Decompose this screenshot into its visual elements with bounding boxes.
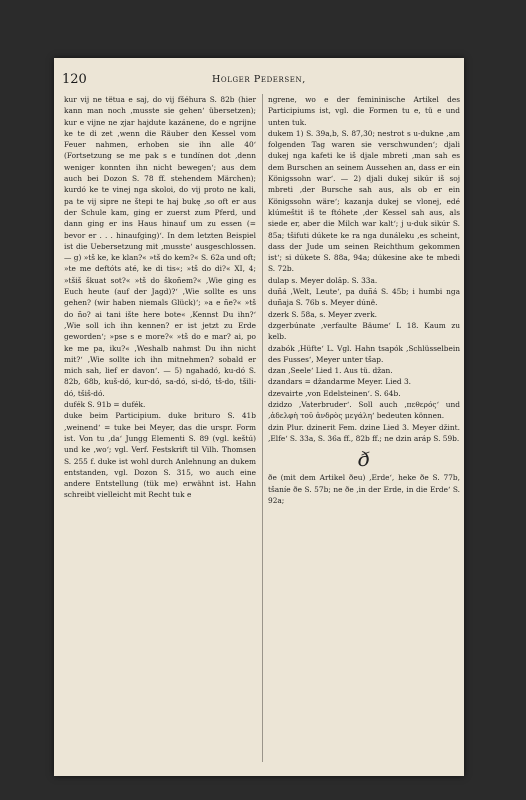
left-column [64,94,256,501]
paragraph: kur vij ne tëtua e saj, do vij fšéhura S. 82b (hier kann man noch ‚musste sie gehen‘ übersetzen); kur e vijne ne zjar hajdute kazánene, do e ngrijne ke te di zet ‚wenn die Räuber den Kessel vom Feuer nahmen, erhoben sie ihn alle 40‘ (Fortsetzung se me pak s e tundínen dot ‚denn weniger konnten ihn nicht bewegen‘; aus dem auch bei Dozon S. 78 ff. stehendem Märchen); kurdó ke te vinej nga skoloi, do vij proto ne kali, pa te vij sipre ne štepi te haj bukę ‚so oft er aus der Schule kam, ging er zuerst zum Pferd, und dann ging er ins Haus hinauf um zu essen (= bevor er . . . hinaufging)‘. In dem letzten Beispiel ist die Uebersetzung mit ‚musste‘ ausgeschlossen. — g) »tš ke, ke klan?« »tš do kem?« S. 62a und oft; »te me deftóts até, ke di tis«; »tš do di?« XI, 4; »tšiš škuat sot?« »tš do škoñem?« ‚Wie ging es Euch heute (auf der Jagd)?‘ ‚Wie sollte es uns gehen? (wir haben niemals Glück)‘; »a e ñe?« »tš do ño? ai tani ište here bote« ‚Kennst Du ihn?‘ ‚Wie soll ich ihn kennen? er ist jetzt zu Erde geworden‘; »pse s e more?« »tš do e mar? ai, po ke me pa, iku?« ‚Weshalb nahmst Du ihn nicht mit?‘ ‚Wie sollte ich ihn mitnehmen? sobald er mich sah, lief er davon‘. — 5) ngahadó, ku-dó S. 82b, 68b, kuš-dó, kur-dó, sa-dó, si-dó, tš-do, tšili-dó, tšiš-dó. [64,95,256,398]
column-divider [262,94,263,762]
paragraph: ðe (mit dem Artikel ðeu) ‚Erde‘, heke ðe S. 77b, tšaníe ðe S. 57b; ne ðe ‚in der Erde, in die Erde‘ S. 92a; [268,473,460,505]
paragraph: ngrene, wo e der femininische Artikel des Participiums ist, vgl. die Formen tu e, tü e und unten tuk. [268,95,460,127]
paragraph: dufék S. 91b = dufék. [64,400,146,410]
paragraph: dzabók ‚Hüfte‘ L. Vgl. Hahn tsapók ‚Schlüsselbein des Fusses‘, Meyer unter tšap. [268,343,460,364]
book-page [54,58,464,776]
running-head: Holger Pedersen, [212,74,306,85]
paragraph: dzgerbúnate ‚verfaulte Bäume‘ L 18. Kaum zu kelb. [268,320,460,342]
section-letter: ð [357,447,371,472]
paragraph: dukem 1) S. 39a,b, S. 87,30; nestrot s u-dukne ‚am folgenden Tag waren sie verschwunden‘; djali dukej nga kafeti ke iš djale mbreti ‚man sah es dem Burschen an seinem Aussehen an, dass er ein Königssohn war‘. — 2) djali dukej sikúr iš soj mbreti ‚der Bursche sah aus, als ob er ein Königssohn wäre‘; kazanja dukej se vlonej, edé klúmeštit iš te ftóhete ‚der Kessel sah aus, als siede er, aber die Milch war kalt‘; j u-duk sikúr S. 85a; tšifuti dúkete ke ra nga dunáleku ‚es scheint, dass der Jude um seinen Reichthum gekommen ist‘; si dúkete S. 88a, 94a; dúkesine ake te mbedi S. 72b. [268,128,460,274]
paragraph: duñá ‚Welt, Leute‘, pa duñá S. 45b; i humbi nga duñaja S. 76b s. Meyer dúnë. [268,287,460,308]
paragraph: dzandars = džandarme Meyer. Lied 3. [268,377,412,387]
right-column [268,94,460,506]
paragraph: dzerk S. 58a, s. Meyer zverk. [268,309,378,319]
paragraph: dulap s. Meyer dolăp. S. 33a. [268,275,378,285]
paragraph: duke beim Participium. duke brituro S. 41b ‚weinend‘ = tuke bei Meyer, das die urspr. Form ist. Von tu ‚da‘ Jungg Elementi S. 89 (vgl. keštú) und ke ‚wo‘; vgl. Verf. Festskrift til Vilh. Thomsen S. 255 f. duke ist wohl durch Anlehnung an dukem entstanden, vgl. Dozon S. 315, wo auch eine andere Entstellung (tük me) erwähnt ist. Hahn schreibt vielleicht mit Recht tuk e [64,411,256,500]
paragraph: dzin Plur. dzinerit Fem. dzine Lied 3. Meyer džint. ‚Elfe‘ S. 33a, S. 36a ff., 82b ff.; ne dzin aráp S. 59b. [268,422,460,443]
page-header [62,72,456,86]
paragraph: dzevairte ‚von Edelsteinen‘. S. 64b. [268,388,401,398]
paragraph: dzidzo ‚Vaterbruder‘. Soll auch ‚πεθερός‘ und ‚ἀδελφὴ τοῦ ἀνδρὸς μεγάλη‘ bedeuten können. [268,400,460,421]
page-number: 120 [62,72,87,87]
paragraph: dzan ‚Seele‘ Lied 1. Aus tü. džan. [268,366,393,376]
